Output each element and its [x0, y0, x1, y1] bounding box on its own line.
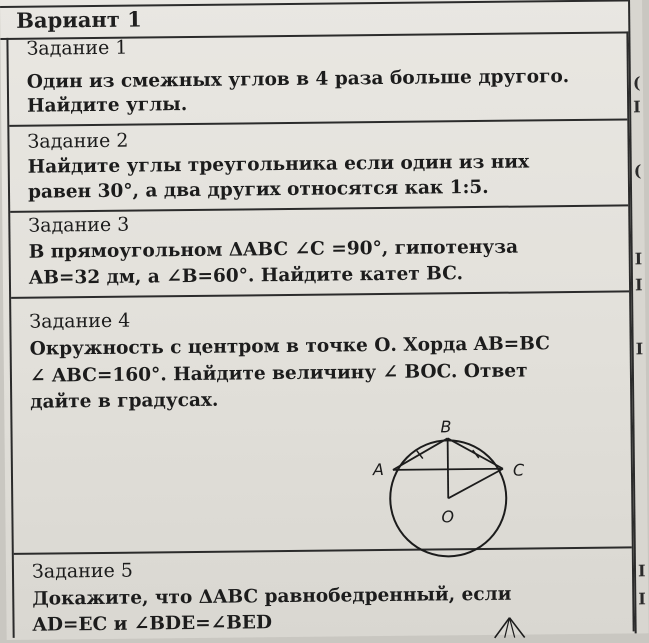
- task-text-line: В прямоугольном ΔABC ∠C =90°, гипотенуза: [28, 236, 519, 263]
- point-label-a: A: [372, 460, 384, 480]
- task-text-line: Найдите углы треугольника если один из них: [27, 151, 530, 178]
- task-label: Задание 1: [26, 36, 128, 60]
- segment-bo: [448, 438, 449, 498]
- edge-glyph: I: [634, 275, 643, 295]
- task-1: [8, 31, 627, 126]
- edge-glyph: I: [638, 589, 646, 609]
- task-text-line: AD=EC и ∠BDE=∠BED: [32, 612, 273, 636]
- task-text-line: равен 30°, а два других относятся как 1:5.: [27, 176, 489, 203]
- tasks-table: [6, 31, 634, 637]
- point-label-o: O: [441, 507, 455, 527]
- edge-glyph: I: [635, 339, 644, 359]
- variant-title: Вариант 1: [16, 6, 142, 33]
- task-3: [10, 204, 629, 298]
- task-4: [11, 290, 632, 554]
- edge-glyph: I: [633, 97, 641, 117]
- task-text-line: Докажите, что ΔABC равнобедренный, если: [32, 583, 512, 610]
- task-label: Задание 5: [31, 559, 134, 583]
- point-label-b: B: [440, 417, 452, 437]
- task-label: Задание 4: [29, 309, 131, 333]
- task-text-line: Один из смежных углов в 4 раза больше другого.: [26, 66, 570, 93]
- edge-glyph: I: [634, 249, 643, 269]
- point-label-c: C: [512, 460, 525, 480]
- task-text-line: Окружность с центром в точке О. Хорда AB=BC: [29, 333, 551, 360]
- task-text-line: AB=32 дм, а ∠B=60°. Найдите катет BC.: [28, 263, 464, 289]
- task-text-line: Найдите углы.: [27, 94, 188, 117]
- edge-glyph: (: [633, 161, 642, 181]
- task-5: [14, 546, 633, 642]
- circle-chord-figure: [352, 413, 543, 545]
- edge-glyph: (: [632, 73, 641, 93]
- triangle-figure-partial: [484, 617, 534, 638]
- task-label: Задание 2: [27, 129, 129, 153]
- task-2: [9, 118, 628, 212]
- task-label: Задание 3: [28, 213, 130, 237]
- segment-oc: [448, 469, 503, 499]
- task-text-line: ∠ ABC=160°. Найдите величину ∠ BOC. Ответ: [29, 360, 528, 387]
- edge-glyph: I: [637, 561, 646, 581]
- task-text-line: дайте в градусах.: [30, 389, 219, 413]
